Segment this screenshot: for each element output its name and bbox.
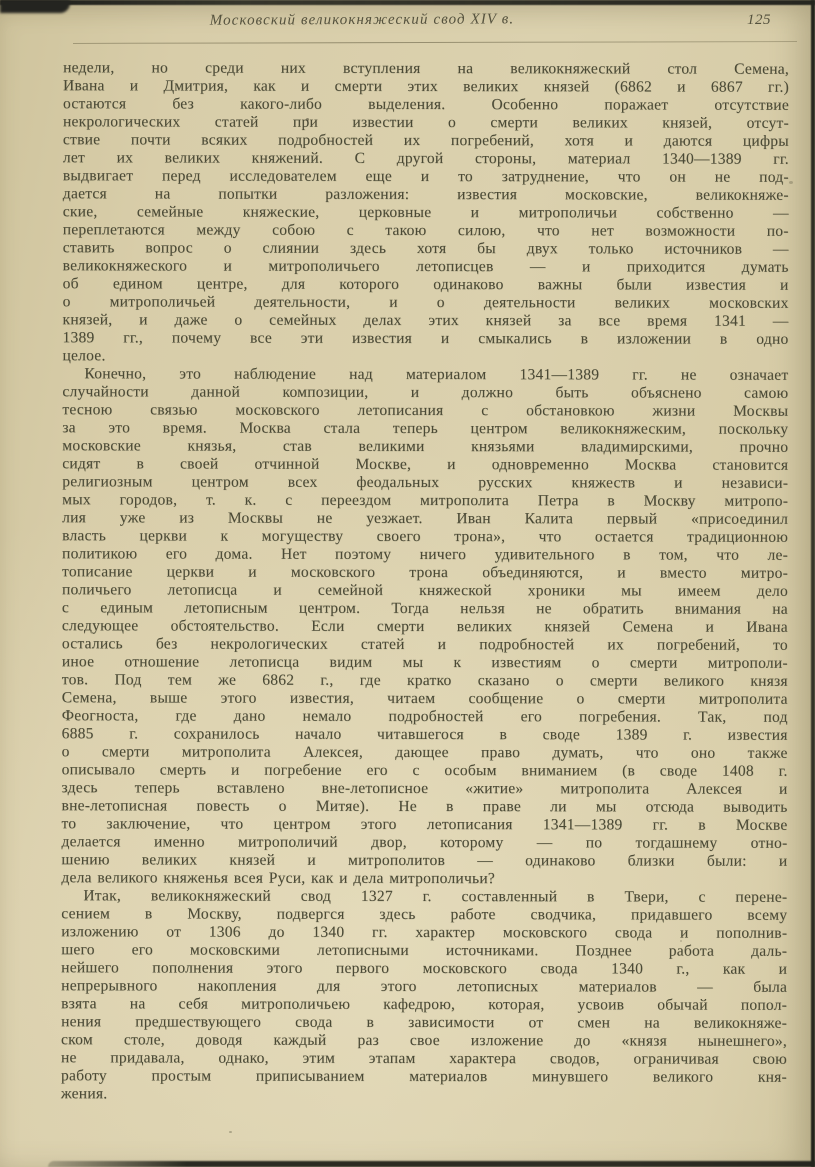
text-line: остаются без какого-либо выделения. Особенно поражает отсутствие <box>62 95 790 114</box>
text-line: сением в Москву, подвергся здесь работе сводчика, придавшего всему <box>61 905 788 924</box>
text-line: случайности данной композиции, и должно быть объяснено самою <box>62 383 789 402</box>
text-line: Феогноста, где дано немало подробностей его погребения. Так, под <box>61 707 788 726</box>
text-line: жения. <box>60 1085 108 1103</box>
text-line: изложению от 1306 до 1340 гг. характер московского свода и пополнив- <box>61 923 788 942</box>
text-line: нения предшествующего свода в зависимости от смен на великокняже- <box>61 1013 788 1032</box>
paragraph <box>61 887 787 1105</box>
text-line: Семена, выше этого известия, читаем сообщение о смерти митрополита <box>61 689 788 708</box>
text-line: сидят в своей отчинной Москве, и одновременно Москва становится <box>62 455 789 474</box>
paragraph <box>61 365 788 889</box>
text-line: следующее обстоятельство. Если смерти великих князей Семена и Ивана <box>61 617 788 636</box>
text-line: выдвигает перед исследователем еще и то затруднение, что он не под- <box>62 167 789 186</box>
text-line: тов. Под тем же 6862 г., где кратко сказано о смерти великого князя <box>61 671 788 690</box>
scan-edge-right <box>811 0 815 1167</box>
text-line: с единым летописным центром. Тогда нельзя не обратить внимания на <box>61 599 788 618</box>
text-line: дается на попытки разложения: известия московские, великокняже- <box>62 185 789 204</box>
text-line: московские князья, став великими князьями владимирскими, прочно <box>62 437 789 456</box>
text-line: Ивана и Дмитрия, как и смерти этих великих князей (6862 и 6867 гг.) <box>63 77 790 96</box>
text-line: ском столе, доводя каждый раз свое изложение до «князя нынешнего», <box>61 1031 788 1050</box>
text-line: о смерти митрополита Алексея, дающее право думать, что оно также <box>61 743 788 762</box>
text-line: некрологических статей при известии о смерти великих князей, отсут- <box>62 113 789 132</box>
text-line: лия уже из Москвы не уезжает. Иван Калита первый «присоединил <box>62 509 789 528</box>
text-line: работу простым приписыванием материалов минувшего великого кня- <box>60 1067 787 1086</box>
scan-edge-top-left <box>0 0 70 13</box>
text-line: остались без некрологических статей и подробностей их погребений, то <box>61 635 788 654</box>
paper-speck <box>229 1131 232 1133</box>
text-line: взята на себя митрополичьею кафедрою, которая, усвоив обычай попол- <box>61 995 788 1014</box>
text-line: непрерывного накопления для этого летописных материалов — была <box>61 977 788 996</box>
text-line: дела великого княженья всея Руси, как и дела митрополичьи? <box>61 869 496 888</box>
text-line: власть церкви к могуществу своего трона», что остается традиционною <box>62 527 789 546</box>
text-line: об едином центре, для которого одинаково важны были известия и <box>62 275 789 294</box>
text-line: за это время. Москва стала теперь центром великокняжеским, поскольку <box>62 419 789 438</box>
text-line: шению великих князей и митрополитов — одинаково близки были: и <box>61 851 788 870</box>
text-line: политикою его дома. Нет поэтому ничего удивительного в том, что ле- <box>62 545 789 564</box>
scan-edge-top <box>0 0 815 5</box>
text-line: князей, и даже о семейных делах этих князей за все время 1341 — <box>62 311 789 330</box>
text-line: вне-летописная повесть о Митяе). Не в праве ли мы отсюда выводить <box>61 797 788 816</box>
paper-speck <box>789 181 793 184</box>
text-line: 1389 гг., почему все эти известия и смыкались в изложении в одно <box>62 329 789 348</box>
page-number: 125 <box>747 12 771 28</box>
text-line: мых городов, т. к. с переездом митрополита Петра в Москву митропо- <box>62 491 789 510</box>
text-line: поличьего летописца и семейной княжеской хроники мы имеем дело <box>61 581 788 600</box>
text-line: шего его московскими летописными источниками. Позднее работа даль- <box>61 941 788 960</box>
text-line: нейшего пополнения этого первого московского свода 1340 г., как и <box>61 959 788 978</box>
scan-edge-bottom <box>48 1161 815 1167</box>
text-line: недели, но среди них вступления на великокняжеский стол Семена, <box>63 59 790 78</box>
text-line: о митрополичьей деятельности, и о деятельности великих московских <box>62 293 789 312</box>
text-line: ставить вопрос о слиянии здесь хотя бы двух только источников — <box>62 239 789 258</box>
text-line: не придавала, однако, этим этапам характера сводов, ограничивая свою <box>60 1049 788 1068</box>
text-line: делается именно митрополичий двор, которому — по тогдашнему отно- <box>61 833 788 852</box>
text-line: Итак, великокняжеский свод 1327 г. составленный в Твери, с перене- <box>83 887 788 906</box>
running-header-title: Московский великокняжеский свод XIV в. <box>209 11 515 29</box>
paragraph <box>62 59 789 367</box>
text-line: религиозным центром всех феодальных русских княжеств и независи- <box>62 473 789 492</box>
text-line: ские, семейные княжеские, церковные и митрополичьи собственно — <box>62 203 789 222</box>
text-line: переплетаются между собою с такою силою, что нет возможности по- <box>62 221 789 240</box>
text-line: тописание церкви и московского трона объединяются, и вместо митро- <box>62 563 789 582</box>
text-line: целое. <box>62 347 106 365</box>
text-line: ствие почти всяких подробностей их погребений, хотя и даются цифры <box>62 131 789 150</box>
text-line: 6885 г. сохранилось начало читавшегося в своде 1389 г. известия <box>61 725 788 744</box>
text-block <box>61 59 789 1105</box>
text-line: великокняжеского и митрополичьего летописцев — и приходится думать <box>62 257 789 276</box>
header-divider <box>73 41 797 44</box>
text-line: лет их великих княжений. С другой стороны, материал 1340—1389 гг. <box>62 149 789 168</box>
text-line: то заключение, что центром этого летописания 1341—1389 гг. в Москве <box>61 815 788 834</box>
text-line: Конечно, это наблюдение над материалом 1341—1389 гг. не означает <box>84 365 789 384</box>
text-line: иное отношение летописца видим мы к известиям о смерти митрополи- <box>61 653 788 672</box>
text-line: описывало смерть и погребение его с особым вниманием (в своде 1408 г. <box>61 761 788 780</box>
text-line: тесною связью московского летописания с обстановкою жизни Москвы <box>62 401 789 420</box>
text-line: здесь теперь вставлено вне-летописное «житие» митрополита Алексея и <box>61 779 788 798</box>
